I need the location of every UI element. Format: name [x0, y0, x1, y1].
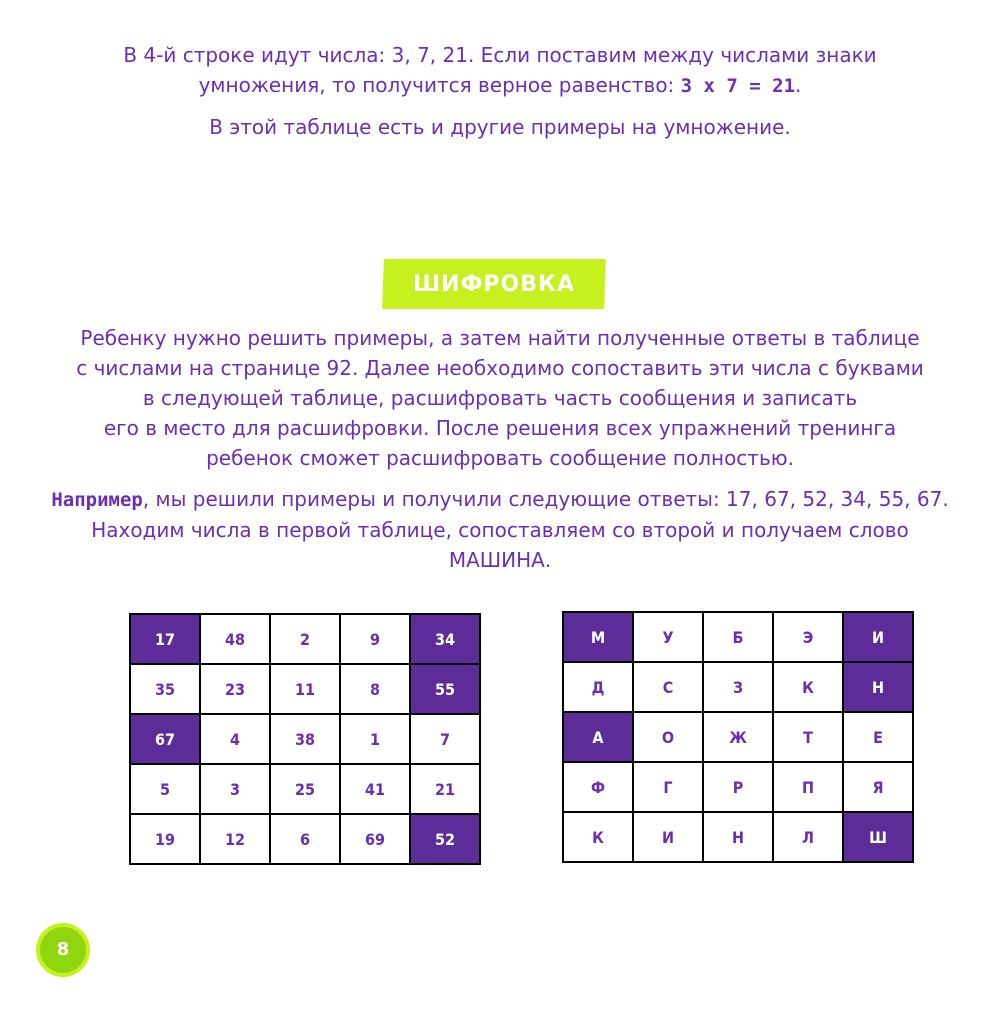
intro-note — [0, 112, 1000, 142]
table-row — [563, 612, 913, 662]
number-cell: 1 — [340, 714, 410, 764]
number-cell: 38 — [270, 714, 340, 764]
number-cell: 9 — [340, 614, 410, 664]
number-cell: 41 — [340, 764, 410, 814]
example-line-2: Находим числа в первой таблице, сопоставляем со второй и получаем слово — [91, 518, 909, 542]
number-cell: 17 — [130, 614, 200, 664]
table-row — [130, 614, 480, 664]
letter-cell: Ш — [843, 812, 913, 862]
letter-cell: Б — [703, 612, 773, 662]
letter-cell: Т — [773, 712, 843, 762]
letter-cell: Д — [563, 662, 633, 712]
number-cell: 12 — [200, 814, 270, 864]
letter-cell: Е — [843, 712, 913, 762]
table-row — [130, 714, 480, 764]
intro-line-3: В этой таблице есть и другие примеры на умножение. — [209, 115, 791, 139]
example-line-3: МАШИНА. — [448, 548, 552, 572]
letter-cell: Я — [843, 762, 913, 812]
example-paragraph — [0, 484, 1000, 575]
letter-cell: Ф — [563, 762, 633, 812]
description-line: с числами на странице 92. Далее необходимо сопоставить эти числа с буквами — [76, 356, 924, 380]
number-cell: 8 — [340, 664, 410, 714]
intro-line-1: В 4-й строке идут числа: 3, 7, 21. Если поставим между числами знаки — [123, 43, 877, 67]
intro-line-2 — [0, 70, 1000, 101]
letter-cell: О — [633, 712, 703, 762]
example-answers: , мы решили примеры и получили следующие ответы: 17, 67, 52, 34, 55, 67. — [142, 487, 949, 511]
letter-cell: И — [633, 812, 703, 862]
equation: 3 х 7 = 21 — [680, 75, 796, 97]
number-cell: 34 — [410, 614, 480, 664]
number-cell: 69 — [340, 814, 410, 864]
table-row — [563, 762, 913, 812]
number-cell: 23 — [200, 664, 270, 714]
letter-cell: Ж — [703, 712, 773, 762]
number-cell: 48 — [200, 614, 270, 664]
letter-cell: К — [563, 812, 633, 862]
number-cell: 67 — [130, 714, 200, 764]
letter-cell: Р — [703, 762, 773, 812]
number-cell: 3 — [200, 764, 270, 814]
description-line: Ребенку нужно решить примеры, а затем найти полученные ответы в таблице — [80, 326, 920, 350]
letter-cell: И — [843, 612, 913, 662]
number-cell: 6 — [270, 814, 340, 864]
description-line: его в место для расшифровки. После решения всех упражнений тренинга — [103, 416, 897, 440]
number-cell: 55 — [410, 664, 480, 714]
letter-cell: С — [633, 662, 703, 712]
number-cell: 25 — [270, 764, 340, 814]
table-row — [563, 812, 913, 862]
number-cell: 5 — [130, 764, 200, 814]
table-row — [130, 664, 480, 714]
intro-paragraph — [0, 40, 1000, 101]
number-cell: 2 — [270, 614, 340, 664]
description-line: ребенок сможет расшифровать сообщение полностью. — [206, 446, 794, 470]
number-cell: 11 — [270, 664, 340, 714]
letter-cell: Э — [773, 612, 843, 662]
description-paragraph — [0, 323, 1000, 473]
number-cell: 4 — [200, 714, 270, 764]
table-row — [563, 712, 913, 762]
letter-cell: К — [773, 662, 843, 712]
example-lead: Например — [51, 489, 143, 511]
intro-line-2-end: . — [795, 73, 802, 97]
table-row — [130, 814, 480, 864]
letter-cell: Г — [633, 762, 703, 812]
table-row — [130, 764, 480, 814]
letter-cell: М — [563, 612, 633, 662]
description-line: в следующей таблице, расшифровать часть сообщения и записать — [142, 386, 858, 410]
table-row — [563, 662, 913, 712]
section-title: ШИФРОВКА — [412, 272, 575, 297]
number-cell: 7 — [410, 714, 480, 764]
intro-line-2-text: умножения, то получится верное равенство: — [198, 73, 681, 97]
page-number: 8 — [40, 927, 86, 973]
letter-cell: У — [633, 612, 703, 662]
letter-cell: А — [563, 712, 633, 762]
example-line-1 — [0, 484, 1000, 515]
letter-cell: З — [703, 662, 773, 712]
number-cell: 21 — [410, 764, 480, 814]
number-cell: 19 — [130, 814, 200, 864]
letter-cell: Л — [773, 812, 843, 862]
letter-cell: Н — [703, 812, 773, 862]
letter-cell: Н — [843, 662, 913, 712]
number-cell: 35 — [130, 664, 200, 714]
letter-cell: П — [773, 762, 843, 812]
letter-table — [562, 611, 914, 863]
number-table — [129, 613, 481, 865]
number-cell: 52 — [410, 814, 480, 864]
